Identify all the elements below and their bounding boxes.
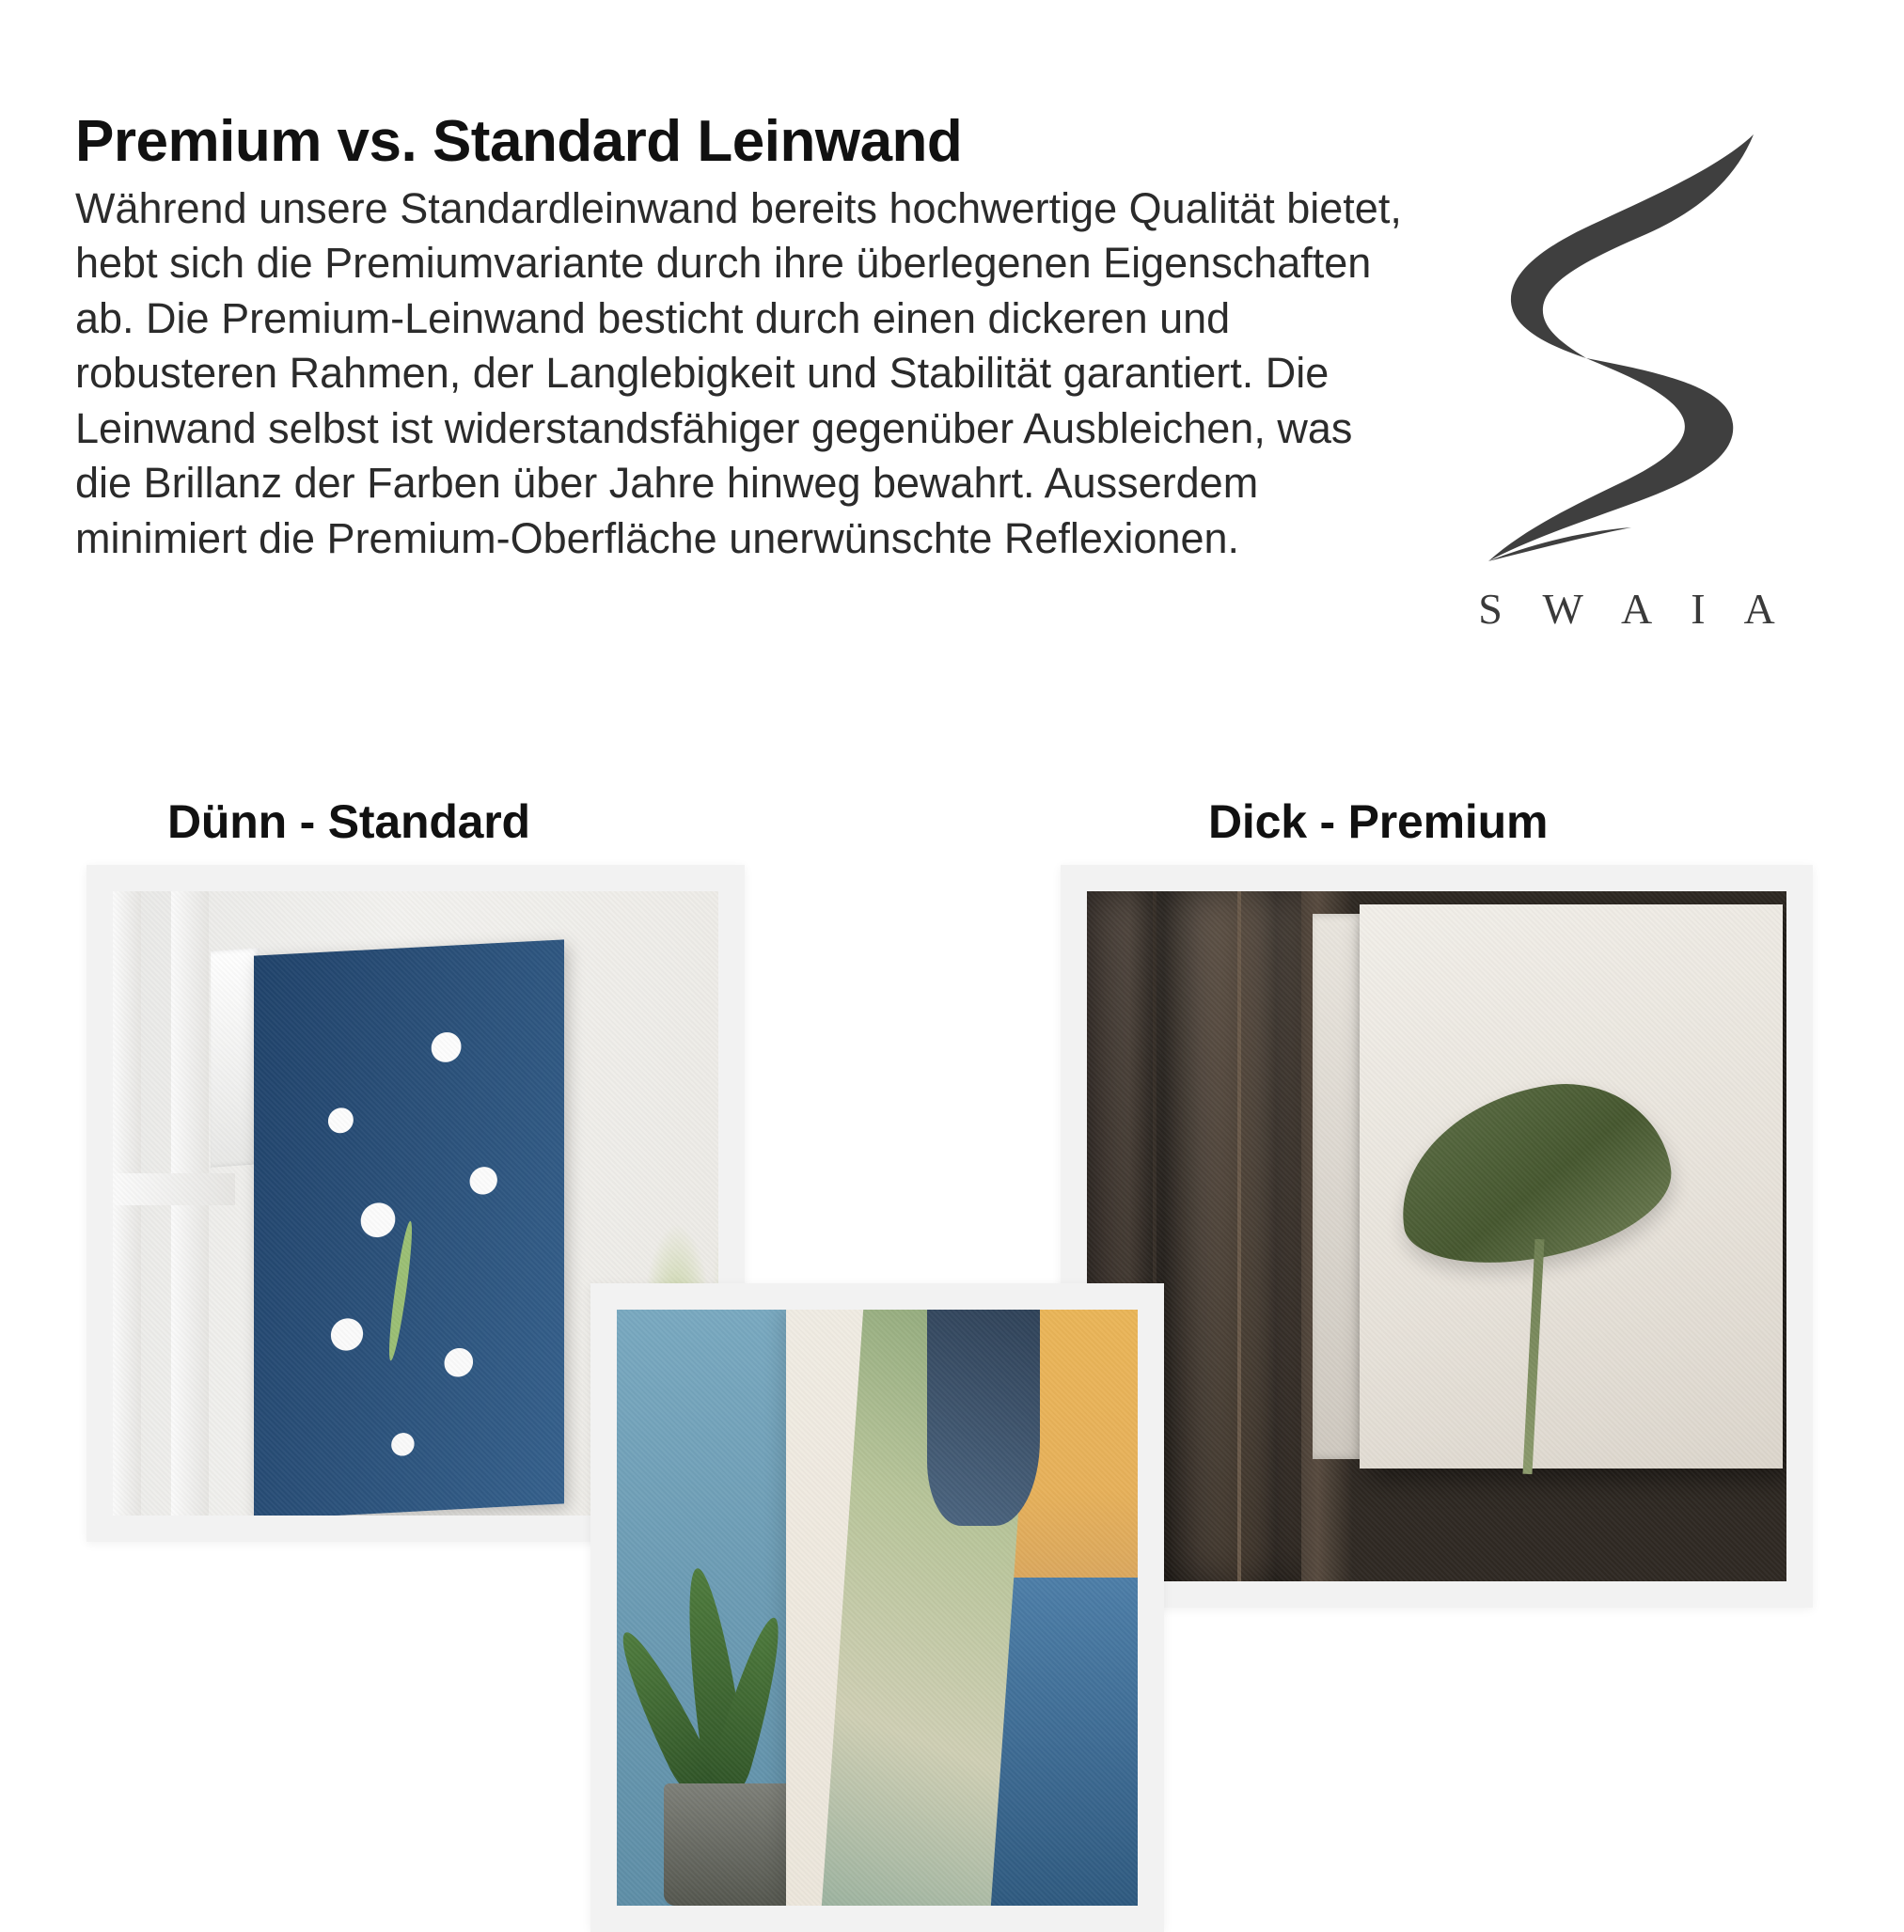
swaia-s-logo-icon xyxy=(1471,127,1782,578)
description-text: Während unsere Standardleinwand bereits hochwertige Qualität bietet, hebt sich die Premiumvariante durch ihre überlegenen Eigenschaften ab. Die Premium-Leinwand besticht durch einen dickeren und robusteren Rahmen, der Langlebigkeit und Stabilität garantiert. Die Leinwand selbst ist widerstandsfähiger gegenüber Ausbleichen, was die Brillanz der Farben über Jahre hinweg bewahrt. Ausserdem minimiert die Premium-Oberfläche unerwünschte Reflexionen. xyxy=(75,183,1402,562)
label-premium: Dick - Premium xyxy=(1208,795,1549,848)
photo-card-premium xyxy=(1061,865,1813,1608)
page-title: Premium vs. Standard Leinwand xyxy=(75,109,963,174)
label-standard: Dünn - Standard xyxy=(167,795,530,848)
photo-premium-canvas xyxy=(1087,891,1786,1581)
photo-card-detail xyxy=(590,1283,1164,1932)
brand-wordmark: S W A I A xyxy=(1478,585,1790,633)
brand-logo xyxy=(1448,127,1805,634)
header-block xyxy=(75,111,1486,566)
photo-canvas-edge-detail xyxy=(617,1310,1138,1906)
